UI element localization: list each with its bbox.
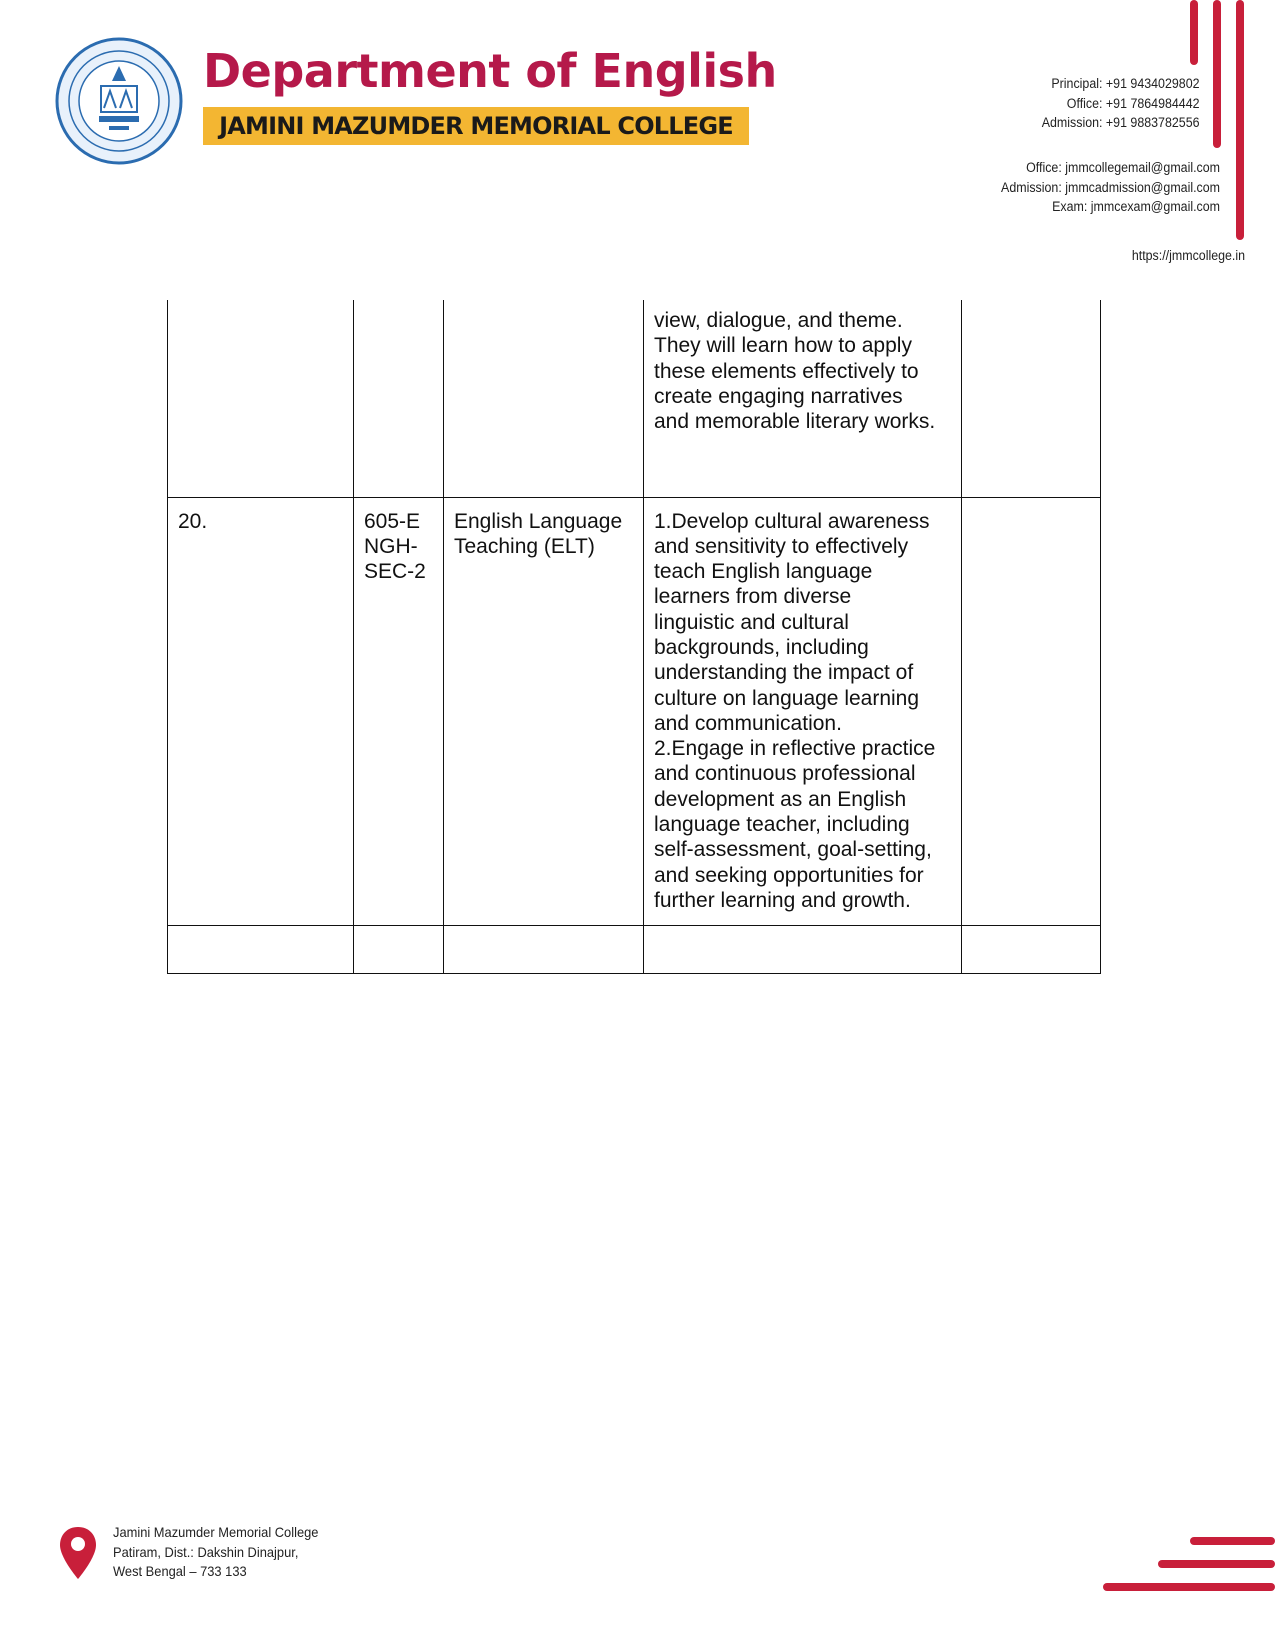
admission-email: Admission: jmmcadmission@gmail.com (1001, 179, 1220, 195)
address-line: West Bengal – 733 133 (113, 1563, 247, 1579)
header-accent-line (1213, 0, 1221, 148)
remarks-cell (962, 497, 1101, 925)
college-name-band (203, 107, 749, 145)
header-accent-line (1236, 0, 1244, 240)
code-cell (354, 925, 444, 973)
serial-cell (168, 300, 354, 497)
department-title: Department of English (203, 44, 777, 98)
outcomes-cell (644, 925, 962, 973)
address-line: Jamini Mazumder Memorial College (113, 1524, 319, 1540)
code-cell (354, 300, 444, 497)
office-email: Office: jmmcollegemail@gmail.com (1026, 160, 1220, 175)
serial-cell: 20. (168, 497, 354, 925)
code-cell: 605-E NGH- SEC-2 (354, 497, 444, 925)
email-contacts (1001, 158, 1220, 217)
header-accent-line (1190, 0, 1198, 65)
location-pin-icon (58, 1525, 98, 1581)
table-row (168, 925, 1101, 973)
address-line: Patiram, Dist.: Dakshin Dinajpur, (113, 1543, 299, 1560)
office-phone: Office: +91 7864984442 (1067, 95, 1200, 111)
outcomes-cell: view, dialogue, and theme. They will learn how to apply these elements effectively to create engaging narratives and memorable literary works. (644, 300, 962, 497)
website-link[interactable]: https://jmmcollege.in (1131, 248, 1245, 263)
remarks-cell (962, 925, 1101, 973)
college-name: JAMINI MAZUMDER MEMORIAL COLLEGE (219, 112, 733, 140)
footer-accent-line (1190, 1537, 1275, 1545)
letterhead (0, 0, 1275, 290)
footer-accent-line (1103, 1583, 1275, 1591)
footer-accent-line (1158, 1560, 1275, 1568)
letterhead-footer (0, 1480, 1275, 1650)
admission-phone: Admission: +91 9883782556 (1042, 115, 1200, 130)
course-cell: English Language Teaching (ELT) (444, 497, 644, 925)
college-address (113, 1523, 318, 1582)
serial-cell (168, 925, 354, 973)
exam-email: Exam: jmmcexam@gmail.com (1052, 199, 1220, 214)
remarks-cell (962, 300, 1101, 497)
course-outcomes-table (167, 300, 1100, 974)
principal-phone: Principal: +91 9434029802 (1051, 76, 1200, 91)
phone-contacts (1042, 74, 1200, 133)
college-seal-icon (54, 36, 184, 166)
course-cell (444, 300, 644, 497)
table-row (168, 300, 1101, 497)
table-row (168, 497, 1101, 925)
course-cell (444, 925, 644, 973)
outcomes-cell: 1.Develop cultural awareness and sensitivity to effectively teach English language learners from diverse linguistic and cultural backgrounds, including understanding the impact of culture on language learning and communication. 2.Engage in reflective practice and continuous professional development as an English language teacher, including self-assessment, goal-setting, and seeking opportunities for further learning and growth. (644, 497, 962, 925)
